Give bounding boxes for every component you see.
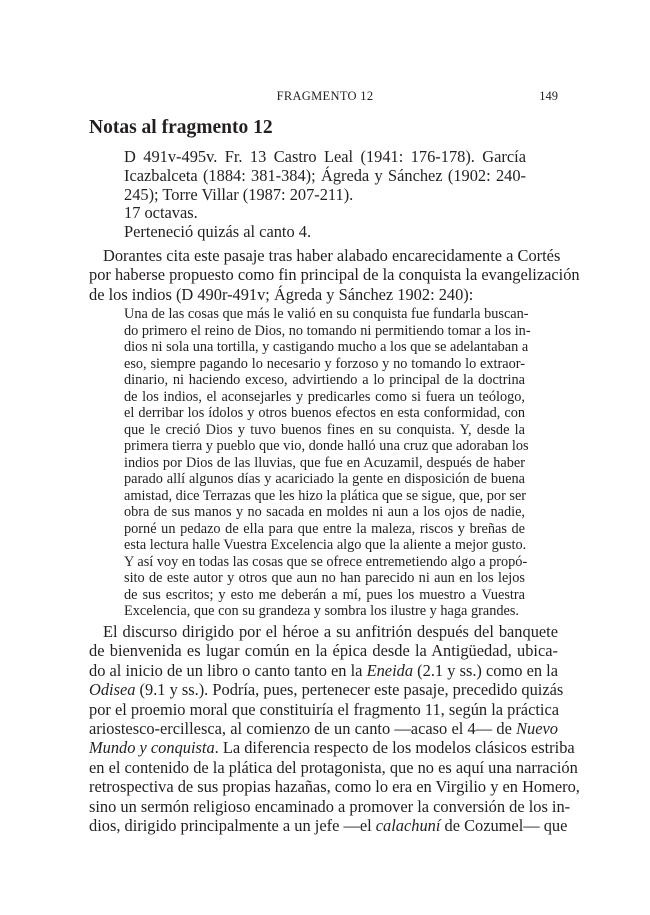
text-line xyxy=(89,680,564,700)
italic-text: Odisea xyxy=(89,680,136,700)
text-line xyxy=(89,641,558,660)
text-line xyxy=(124,488,525,505)
text-segment: do primero el reino de Dios, no tomando ni permitiendo tomar a los in- xyxy=(124,322,531,339)
italic-text: Nuevo xyxy=(516,719,558,739)
text-segment: primera tierra y pueblo que vio, donde halló una cruz que adoraban los xyxy=(124,438,529,454)
page-number: 149 xyxy=(539,89,558,103)
text-segment: retrospectiva de sus propias hazañas, como lo era en Virgilio y en Homero, xyxy=(89,777,580,797)
text-segment: Y así voy en todas las cosas que se ofrece entremetiendo algo a propó- xyxy=(124,553,528,570)
text-segment: por el proemio moral que constituiría el fragmento 11, según la práctica xyxy=(89,699,560,719)
text-line xyxy=(124,405,525,422)
commentary-paragraph xyxy=(89,622,580,836)
text-line xyxy=(124,471,525,488)
text-line xyxy=(124,223,526,242)
text-segment: amistad, dice Terrazas que les hizo la plática que se sigue, que, por ser xyxy=(124,487,527,504)
text-segment: (2.1 y ss.) como en la xyxy=(413,660,558,680)
text-line xyxy=(89,285,558,304)
text-line xyxy=(124,167,526,186)
text-line xyxy=(124,537,525,554)
text-line xyxy=(89,700,558,719)
text-line xyxy=(124,587,525,604)
text-line xyxy=(89,265,580,285)
text-segment: dios ni sola una tortilla, y castigando mucho a los que se adelantaban a xyxy=(124,339,529,355)
text-segment: 245); Torre Villar (1987: 207-211). xyxy=(124,184,354,204)
text-segment: en el contenido de la plática del protagonista, que no es aquí una narración xyxy=(89,757,578,777)
text-segment: D 491v-495v. Fr. 13 Castro Leal (1941: 176-178). García xyxy=(124,147,526,166)
text-segment: El discurso dirigido por el héroe a su anfitrión después del banquete xyxy=(103,622,558,641)
text-line xyxy=(89,719,558,738)
text-line xyxy=(124,322,531,340)
text-line xyxy=(124,148,526,167)
text-line xyxy=(89,738,575,758)
text-segment: eso, siempre pagando lo necesario y forzoso y no tomando lo extraor- xyxy=(124,355,525,372)
text-line xyxy=(124,389,525,406)
text-line xyxy=(89,816,568,836)
section-title: Notas al fragmento 12 xyxy=(89,117,273,138)
text-segment: sito de este autor y otros que aun no han parecido ni aun en los lejos xyxy=(124,570,525,586)
text-segment: dinario, ni haciendo exceso, advirtiendo a lo principal de la doctrina xyxy=(124,372,525,388)
text-segment: (9.1 y ss.). Podría, pues, pertenecer este pasaje, precedido quizás xyxy=(135,680,564,700)
text-segment: do al inicio de un libro o canto tanto en la xyxy=(89,660,367,680)
text-line xyxy=(124,504,525,521)
text-segment: de bienvenida es lugar común en la épica desde la Antigüedad, ubica- xyxy=(89,641,558,661)
text-segment: . La diferencia respecto de los modelos clásicos estriba xyxy=(214,738,575,758)
text-line xyxy=(89,777,580,797)
text-segment: ariostesco-ercillesca, al comienzo de un canto —acaso el 4— de xyxy=(89,719,517,739)
text-line xyxy=(89,796,571,816)
text-line xyxy=(89,246,561,265)
text-line xyxy=(124,438,529,455)
italic-text: calachuní xyxy=(375,816,441,836)
text-line xyxy=(124,372,525,389)
text-line xyxy=(124,603,525,620)
text-line xyxy=(124,570,525,587)
text-line xyxy=(124,455,525,472)
text-line xyxy=(124,186,526,205)
text-segment: de los indios (D 490r-491v; Ágreda y Sánchez 1902: 240): xyxy=(89,284,474,304)
text-line xyxy=(89,661,558,680)
italic-text: Eneida xyxy=(366,660,414,680)
text-line xyxy=(124,422,525,439)
source-notes xyxy=(124,148,526,242)
text-segment: el derribar los ídolos y otros buenos efectos en esta conformidad, con xyxy=(124,405,525,421)
text-line xyxy=(89,757,578,777)
block-quote xyxy=(124,306,531,620)
text-segment: esta lectura halle Vuestra Excelencia algo que la aliente a mejor gusto. xyxy=(124,537,527,553)
text-segment: de los indios, el aconsejarles y predicarles como si fuera un teólogo, xyxy=(124,388,525,405)
text-segment: porné un pedazo de ella para que entre la maleza, riscos y breñas de xyxy=(124,520,525,537)
text-line xyxy=(89,622,558,641)
text-line xyxy=(124,306,529,323)
text-segment: 17 octavas. xyxy=(124,203,198,223)
text-segment: por haberse propuesto como fin principal de la conquista la evangelización xyxy=(89,265,580,285)
text-segment: Dorantes cita este pasaje tras haber alabado encarecidamente a Cortés xyxy=(103,246,561,265)
text-segment: Excelencia, que con su grandeza y sombra los ilustre y haga grandes. xyxy=(124,603,520,619)
text-segment: de sus escritos; y esto me deberán a mí, pues los muestro a Vuestra xyxy=(124,586,525,603)
text-line xyxy=(124,204,526,223)
text-segment: indios por Dios de las lluvias, que fue en Acuzamil, después de haber xyxy=(124,454,525,471)
text-line xyxy=(124,553,528,571)
text-segment: que le creció Dios y tuvo buenos fines en su conquista. Y, desde la xyxy=(124,421,525,438)
text-segment: de Cozumel— que xyxy=(440,816,568,836)
intro-paragraph xyxy=(89,246,580,304)
italic-text: Mundo y conquista xyxy=(89,738,215,758)
text-segment: obra de sus manos y no sacada en moldes ni aun a los ojos de nadie, xyxy=(124,504,525,520)
text-segment: parado allí algunos días y acariciado la gente en disposición de buena xyxy=(124,471,525,487)
text-segment: dios, dirigido principalmente a un jefe —el xyxy=(89,816,376,836)
text-line xyxy=(124,339,529,356)
text-line xyxy=(124,356,525,373)
text-segment: sino un sermón religioso encaminado a promover la conversión de los in- xyxy=(89,796,571,816)
text-segment: Icazbalceta (1884: 381-384); Ágreda y Sánchez (1902: 240- xyxy=(124,165,526,185)
text-segment: Una de las cosas que más le valió en su conquista fue fundarla buscan- xyxy=(124,306,529,322)
text-segment: Perteneció quizás al canto 4. xyxy=(124,222,312,242)
text-line xyxy=(124,521,525,538)
running-head: FRAGMENTO 12 xyxy=(276,89,374,103)
